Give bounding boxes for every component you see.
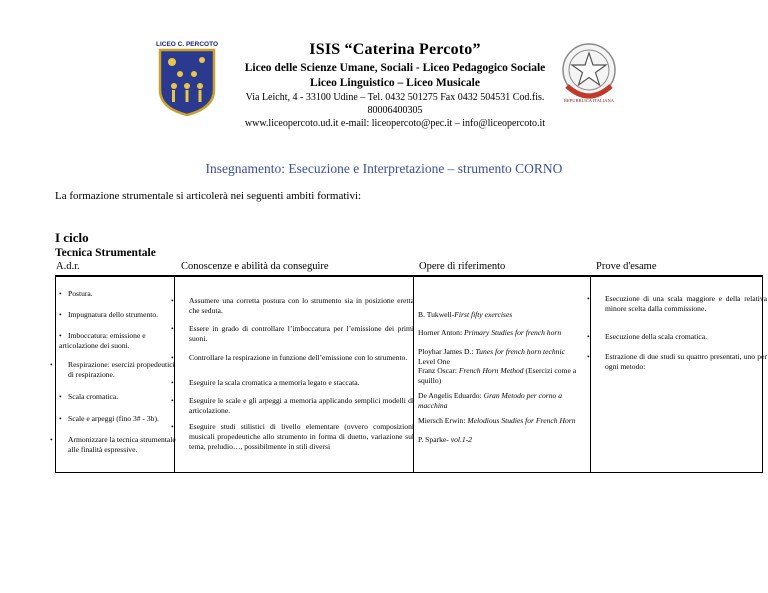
adr-item: • Armonizzare la tecnica strumentale alle finalità espressive. — [59, 435, 178, 455]
header-conoscenze: Conoscenze e abilità da conseguire — [181, 261, 329, 272]
conoscenze-item: • Eseguire studi stilistici di livello elementare (ovvero composizioni musicali propedeutiche allo strumento in forma di duetto, variazione sul tema, preludio…, possibilmente in stili diversi — [180, 422, 414, 452]
letterhead — [230, 40, 560, 130]
adr-item: • Respirazione: esercizi propedeutici di respirazione. — [59, 360, 178, 380]
school-contacts: www.liceopercoto.ud.it e-mail: liceopercoto@pec.it – info@liceopercoto.it — [244, 117, 546, 129]
prova-item: • Esecuzione della scala cromatica. — [596, 332, 767, 342]
school-address: Via Leicht, 4 - 33100 Udine – Tel. 0432 501275 Fax 0432 504531 Cod.fis. 80006400305 — [245, 91, 545, 116]
italian-republic-emblem — [559, 40, 619, 108]
header-adr: A.d.r. — [56, 261, 80, 272]
conoscenze-item: • Eseguire la scala cromatica a memoria legato e staccata. — [180, 378, 414, 388]
opera-sparke: P. Sparke- vol.1-2 — [418, 435, 473, 444]
opera-tukwell: B. Tukwell-First fifty exercises — [418, 310, 513, 319]
column-divider — [590, 277, 591, 472]
opera-ployhar: Ployhar James D.: Tunes for french horn technic Level One — [418, 347, 565, 367]
table-header — [55, 259, 763, 276]
section-heading: Tecnica Strumentale — [55, 247, 156, 259]
opera-franz: Franz Oscar: French Horn Method (Esercizi come a squillo) — [418, 366, 577, 386]
adr-item: • Impugnatura dello strumento. — [59, 310, 169, 320]
prova-item: • Estrazione di due studi su quattro presentati, uno per ogni metodo: — [596, 352, 767, 372]
school-line-1: Liceo delle Scienze Umane, Sociali - Liceo Pedagogico Sociale — [244, 61, 546, 74]
adr-item: • Postura. — [59, 289, 169, 299]
logo-label: LICEO C. PERCOTO — [156, 41, 218, 48]
conoscenze-item: • Assumere una corretta postura con lo strumento sia in posizione eretta che seduta. — [180, 296, 414, 316]
curriculum-table — [55, 259, 767, 473]
emblem-text: REPUBBLICA ITALIANA — [563, 98, 615, 103]
conoscenze-item: • Essere in grado di controllare l’imboccatura per l’emissione dei primi suoni. — [180, 324, 414, 344]
adr-item: • Scala cromatica. — [59, 392, 169, 402]
prova-item: • Esecuzione di una scala maggiore e della relativa minore scelta dalla commissione. — [596, 294, 767, 314]
intro-text: La formazione strumentale si articolerà nei seguenti ambiti formativi: — [55, 190, 362, 202]
school-line-2: Liceo Linguistico – Liceo Musicale — [310, 76, 480, 89]
conoscenze-item: • Eseguire le scale e gli arpeggi a memoria applicando semplici modelli di articolazione. — [180, 396, 414, 416]
adr-item: • Scale e arpeggi (fino 3# - 3b). — [59, 414, 169, 424]
cycle-heading: I ciclo — [55, 230, 89, 245]
opera-deangelis: De Angelis Eduardo: Gran Metodo per corno a macchina — [418, 391, 563, 411]
opera-miersch: Miersch Erwin: Melodious Studies for French Horn — [418, 416, 576, 425]
document-title: Insegnamento: Esecuzione e Interpretazione – strumento CORNO — [205, 161, 563, 176]
header-opere: Opere di riferimento — [419, 261, 506, 272]
conoscenze-item: • Controllare la respirazione in funzione dell’emissione con lo strumento. — [180, 353, 414, 363]
opera-horner: Horner Anton: Primary Studies for french horn — [418, 328, 562, 337]
adr-item: • Imboccatura: emissione e articolazione dei suoni. — [59, 331, 169, 351]
table-body — [55, 276, 767, 473]
school-name: ISIS “Caterina Percoto” — [309, 41, 481, 58]
header-prove: Prove d'esame — [596, 261, 657, 272]
school-logo — [150, 38, 224, 116]
